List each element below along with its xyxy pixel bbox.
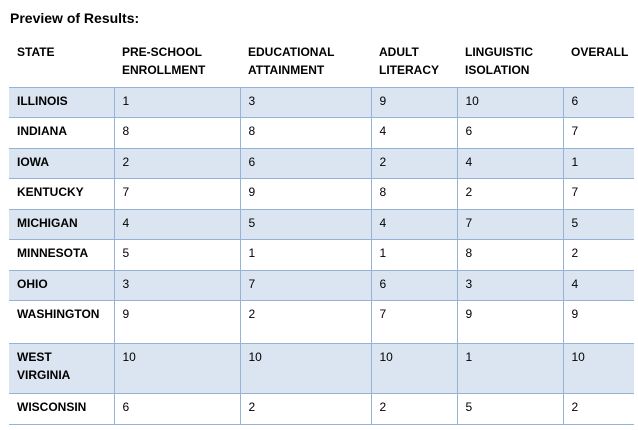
table-header-row: [9, 38, 634, 87]
table-row: [9, 240, 634, 271]
adult-literacy-cell: 8: [371, 179, 457, 210]
adult-literacy-cell: 6: [371, 270, 457, 301]
state-cell: OHIO: [9, 270, 114, 301]
preschool-enrollment-cell: 7: [114, 179, 240, 210]
state-cell: WEST VIRGINIA: [9, 344, 114, 394]
linguistic-isolation-cell: 5: [457, 394, 563, 425]
overall-cell: 2: [563, 394, 634, 425]
page-title: Preview of Results:: [10, 10, 140, 26]
table-row: [9, 179, 634, 210]
column-header-overall: OVERALL: [563, 38, 634, 87]
state-cell: MICHIGAN: [9, 209, 114, 240]
state-cell: IOWA: [9, 148, 114, 179]
table-row: [9, 148, 634, 179]
educational-attainment-cell: 10: [240, 344, 371, 394]
linguistic-isolation-cell: 3: [457, 270, 563, 301]
state-cell: WISCONSIN: [9, 394, 114, 425]
table-row: [9, 87, 634, 118]
educational-attainment-cell: 2: [240, 301, 371, 344]
column-header-adult-literacy: ADULT LITERACY: [371, 38, 457, 87]
overall-cell: 7: [563, 179, 634, 210]
educational-attainment-cell: 1: [240, 240, 371, 271]
results-table: [9, 38, 634, 425]
overall-cell: 1: [563, 148, 634, 179]
table-row: [9, 394, 634, 425]
adult-literacy-cell: 4: [371, 209, 457, 240]
overall-cell: 5: [563, 209, 634, 240]
educational-attainment-cell: 8: [240, 118, 371, 149]
educational-attainment-cell: 7: [240, 270, 371, 301]
adult-literacy-cell: 2: [371, 148, 457, 179]
table-row: [9, 209, 634, 240]
state-cell: MINNESOTA: [9, 240, 114, 271]
column-header-educational-attainment: EDUCATIONAL ATTAINMENT: [240, 38, 371, 87]
preschool-enrollment-cell: 8: [114, 118, 240, 149]
linguistic-isolation-cell: 4: [457, 148, 563, 179]
preschool-enrollment-cell: 10: [114, 344, 240, 394]
preschool-enrollment-cell: 6: [114, 394, 240, 425]
column-header-state: STATE: [9, 38, 114, 87]
state-cell: WASHINGTON: [9, 301, 114, 344]
preschool-enrollment-cell: 1: [114, 87, 240, 118]
linguistic-isolation-cell: 7: [457, 209, 563, 240]
adult-literacy-cell: 1: [371, 240, 457, 271]
linguistic-isolation-cell: 1: [457, 344, 563, 394]
overall-cell: 7: [563, 118, 634, 149]
educational-attainment-cell: 2: [240, 394, 371, 425]
state-cell: ILLINOIS: [9, 87, 114, 118]
table-row: [9, 118, 634, 149]
overall-cell: 6: [563, 87, 634, 118]
preschool-enrollment-cell: 4: [114, 209, 240, 240]
educational-attainment-cell: 5: [240, 209, 371, 240]
table-row: [9, 301, 634, 344]
preschool-enrollment-cell: 5: [114, 240, 240, 271]
educational-attainment-cell: 3: [240, 87, 371, 118]
preschool-enrollment-cell: 3: [114, 270, 240, 301]
preschool-enrollment-cell: 9: [114, 301, 240, 344]
adult-literacy-cell: 9: [371, 87, 457, 118]
linguistic-isolation-cell: 2: [457, 179, 563, 210]
table-row: [9, 270, 634, 301]
column-header-preschool-enrollment: PRE-SCHOOL ENROLLMENT: [114, 38, 240, 87]
educational-attainment-cell: 6: [240, 148, 371, 179]
overall-cell: 4: [563, 270, 634, 301]
educational-attainment-cell: 9: [240, 179, 371, 210]
overall-cell: 9: [563, 301, 634, 344]
column-header-linguistic-isolation: LINGUISTIC ISOLATION: [457, 38, 563, 87]
table-row: [9, 344, 634, 394]
overall-cell: 2: [563, 240, 634, 271]
adult-literacy-cell: 4: [371, 118, 457, 149]
adult-literacy-cell: 10: [371, 344, 457, 394]
linguistic-isolation-cell: 10: [457, 87, 563, 118]
overall-cell: 10: [563, 344, 634, 394]
state-cell: KENTUCKY: [9, 179, 114, 210]
state-cell: INDIANA: [9, 118, 114, 149]
adult-literacy-cell: 2: [371, 394, 457, 425]
linguistic-isolation-cell: 6: [457, 118, 563, 149]
linguistic-isolation-cell: 8: [457, 240, 563, 271]
linguistic-isolation-cell: 9: [457, 301, 563, 344]
adult-literacy-cell: 7: [371, 301, 457, 344]
preschool-enrollment-cell: 2: [114, 148, 240, 179]
